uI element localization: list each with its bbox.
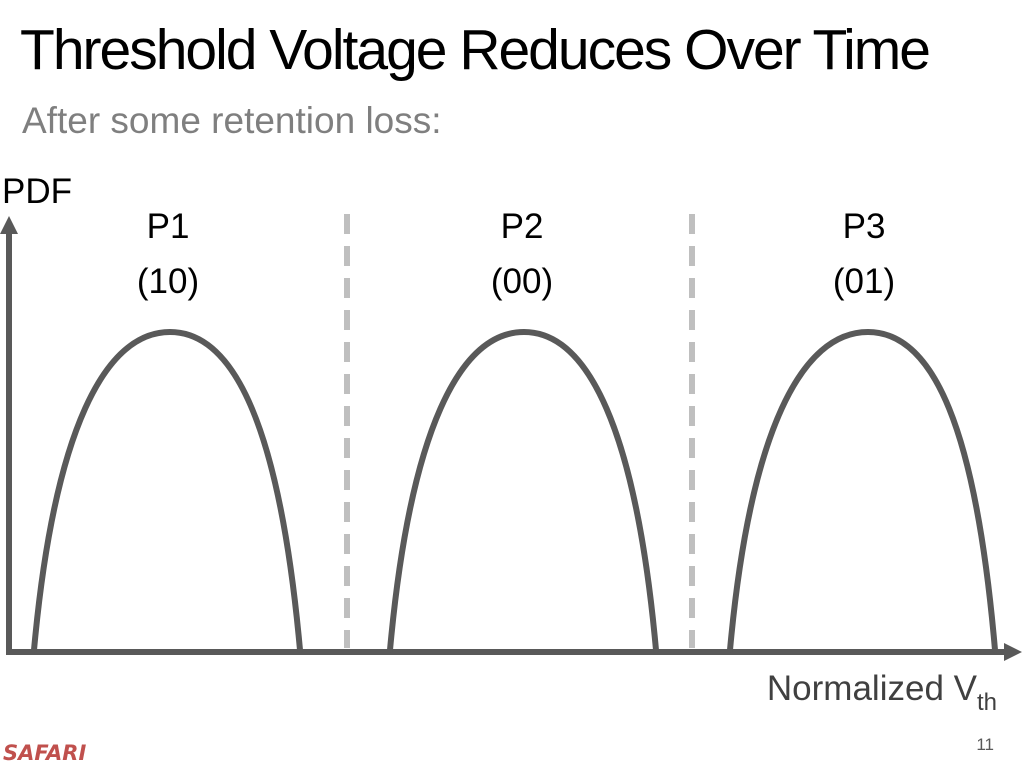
y-axis-label: PDF [2,172,72,211]
state-p2-bits: (00) [490,262,554,301]
state-p3-name: P3 [842,207,886,246]
x-axis-label-main: Normalized V [766,669,977,708]
x-axis-arrowhead [1004,643,1022,661]
slide-subtitle: After some retention loss: [22,100,442,141]
state-p3-bits: (01) [832,262,896,301]
curve-p2 [390,332,656,650]
state-p2-name: P2 [500,207,544,246]
state-labels [137,207,895,301]
slide-title: Threshold Voltage Reduces Over Time [20,18,929,82]
x-axis-label [767,669,997,716]
curve-p3 [730,332,995,650]
slide-number: 11 [976,735,994,754]
state-p1-name: P1 [146,207,190,246]
y-axis-arrowhead [0,216,18,234]
x-axis-label-subscript: th [976,689,997,716]
curve-p1 [34,332,300,650]
safari-logo: SAFARI [3,741,87,765]
distribution-curves [34,332,995,650]
state-p1-bits: (10) [136,262,200,301]
